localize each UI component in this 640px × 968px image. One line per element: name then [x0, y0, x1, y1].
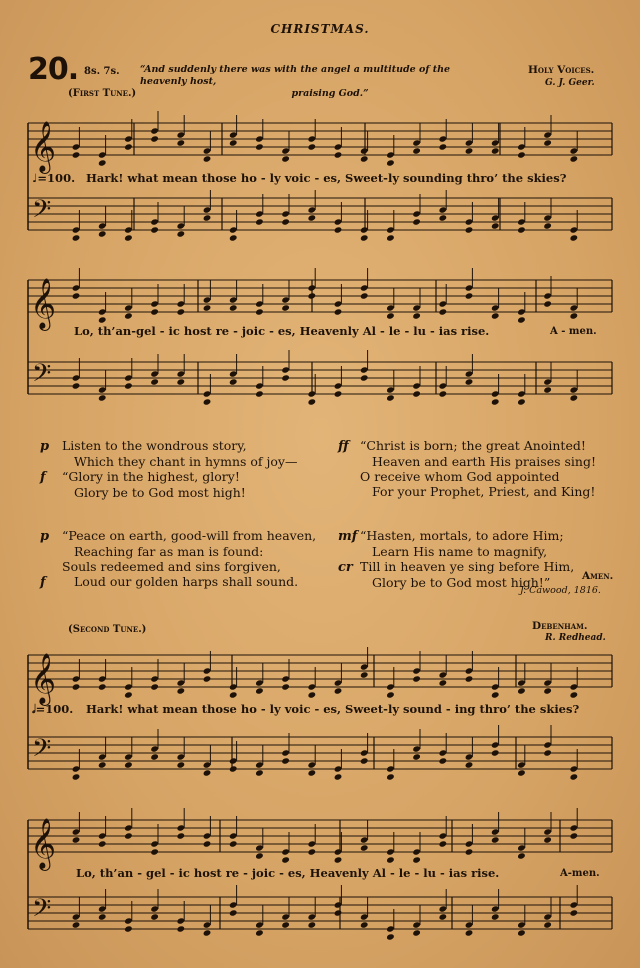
note-head: [386, 394, 395, 401]
note-head: [229, 234, 238, 241]
note-head: [98, 159, 107, 166]
note-head: [465, 378, 474, 385]
hymn-number: 20.: [28, 52, 79, 87]
note-head: [72, 836, 81, 843]
verse-block: [338, 438, 596, 499]
verse-line-text: “Hasten, mortals, to adore Him;: [360, 528, 564, 543]
note-head: [98, 394, 107, 401]
lyrics-line: Hark! what mean those ho - ly voic - es, Sweet-ly sounding thro’ the skies?: [86, 171, 567, 185]
verse-line: [338, 528, 574, 544]
note-head: [360, 921, 369, 928]
bass-clef-icon: 𝄢: [32, 894, 52, 929]
note-head: [412, 675, 421, 682]
verse-line-text: Loud our golden harps shall sound.: [74, 574, 299, 589]
treble-clef-icon: 𝄞: [30, 653, 57, 704]
amen-label: A-men.: [560, 868, 600, 879]
note-head: [334, 226, 343, 233]
hymn-author: J. Cawood, 1816.: [520, 585, 601, 596]
dynamic-mark: f: [40, 470, 46, 485]
amen-label: A - men.: [550, 326, 597, 337]
note-head: [150, 378, 159, 385]
note-head: [203, 214, 212, 221]
note-head: [308, 214, 317, 221]
note-head: [177, 139, 186, 146]
note-head: [360, 671, 369, 678]
note-head: [386, 773, 395, 780]
note-head: [360, 844, 369, 851]
hymn-meter: 8s. 7s.: [84, 66, 120, 77]
verse-block: [40, 528, 316, 590]
note-head: [177, 378, 186, 385]
note-head: [412, 929, 421, 936]
note-head: [308, 292, 317, 299]
note-head: [255, 390, 264, 397]
note-head: [465, 929, 474, 936]
dynamic-mark: ff: [338, 439, 349, 454]
note-head: [150, 135, 159, 142]
note-head: [150, 913, 159, 920]
note-head: [255, 218, 264, 225]
treble-clef-icon: 𝄞: [30, 121, 57, 172]
note-head: [229, 304, 238, 311]
note-head: [72, 683, 81, 690]
note-head: [177, 308, 186, 315]
note-head: [412, 147, 421, 154]
note-head: [360, 757, 369, 764]
verse-line: [338, 559, 574, 575]
verse-line-text: Heaven and earth His praises sing!: [372, 454, 596, 469]
verse-line: [338, 469, 596, 484]
note-head: [360, 155, 369, 162]
verse-line: [40, 438, 298, 454]
note-head: [98, 230, 107, 237]
second-tune-name: Debenham.: [532, 620, 588, 632]
note-head: [150, 753, 159, 760]
note-head: [229, 378, 238, 385]
dynamic-mark: cr: [338, 560, 353, 575]
note-head: [360, 292, 369, 299]
verse-line: [40, 559, 316, 574]
note-head: [177, 687, 186, 694]
verse-line: [40, 544, 316, 559]
note-head: [570, 773, 579, 780]
note-head: [386, 234, 395, 241]
note-head: [570, 234, 579, 241]
note-head: [229, 909, 238, 916]
note-head: [386, 312, 395, 319]
note-head: [281, 757, 290, 764]
note-head: [124, 143, 133, 150]
note-head: [203, 929, 212, 936]
note-head: [360, 374, 369, 381]
note-head: [72, 234, 81, 241]
note-head: [334, 308, 343, 315]
tempo-mark: 𝅗𝅥=100.: [32, 702, 74, 716]
note-head: [98, 840, 107, 847]
second-tune-composer: R. Redhead.: [545, 633, 606, 643]
second-tune-label: (Second Tune.): [68, 624, 147, 635]
note-head: [229, 840, 238, 847]
note-head: [517, 398, 526, 405]
note-head: [386, 691, 395, 698]
dynamic-mark: p: [40, 439, 50, 454]
note-head: [439, 913, 448, 920]
note-head: [570, 909, 579, 916]
note-head: [255, 143, 264, 150]
note-head: [465, 761, 474, 768]
note-head: [255, 929, 264, 936]
note-head: [491, 913, 500, 920]
note-head: [517, 769, 526, 776]
note-head: [412, 753, 421, 760]
note-head: [98, 316, 107, 323]
note-head: [255, 852, 264, 859]
note-head: [281, 683, 290, 690]
note-head: [412, 390, 421, 397]
treble-clef-icon: 𝄞: [30, 278, 57, 329]
note-head: [517, 151, 526, 158]
note-head: [543, 836, 552, 843]
note-head: [517, 226, 526, 233]
note-head: [543, 222, 552, 229]
note-head: [150, 226, 159, 233]
treble-clef-icon: 𝄞: [30, 818, 57, 869]
note-head: [98, 761, 107, 768]
note-head: [281, 374, 290, 381]
note-head: [177, 230, 186, 237]
note-head: [465, 848, 474, 855]
note-head: [281, 921, 290, 928]
bass-clef-icon: 𝄢: [32, 195, 52, 230]
note-head: [386, 933, 395, 940]
note-head: [491, 398, 500, 405]
note-head: [517, 687, 526, 694]
epigraph-line-1: “And suddenly there was with the angel a multitude of the heavenly host,: [140, 64, 451, 87]
note-head: [412, 312, 421, 319]
dynamic-mark: p: [40, 529, 50, 544]
verse-line: [40, 528, 316, 544]
verse-line-text: Souls redeemed and sins forgiven,: [62, 559, 281, 574]
verse-line: [40, 469, 298, 485]
note-head: [570, 691, 579, 698]
verse-line: [40, 574, 316, 590]
note-head: [543, 921, 552, 928]
verse-line-text: “Glory in the highest, glory!: [62, 469, 240, 484]
note-head: [386, 159, 395, 166]
note-head: [255, 308, 264, 315]
verse-block: [40, 438, 298, 500]
verse-line-text: “Peace on earth, good-will from heaven,: [62, 528, 317, 543]
note-head: [308, 143, 317, 150]
note-head: [308, 848, 317, 855]
note-head: [72, 773, 81, 780]
note-head: [124, 761, 133, 768]
verse-line-text: “Christ is born; the great Anointed!: [360, 438, 586, 453]
note-head: [570, 312, 579, 319]
note-head: [491, 691, 500, 698]
note-head: [543, 386, 552, 393]
note-head: [360, 234, 369, 241]
verse-block: [338, 528, 574, 590]
note-head: [308, 398, 317, 405]
note-head: [543, 139, 552, 146]
note-head: [229, 139, 238, 146]
note-head: [570, 155, 579, 162]
note-head: [334, 773, 343, 780]
note-head: [439, 757, 448, 764]
dynamic-mark: f: [40, 575, 46, 590]
note-head: [72, 382, 81, 389]
note-head: [491, 836, 500, 843]
note-head: [72, 151, 81, 158]
note-head: [517, 316, 526, 323]
note-head: [177, 832, 186, 839]
note-head: [203, 398, 212, 405]
note-head: [124, 832, 133, 839]
lyrics-line: Lo, th’an-gel - ic host re - joic - es, Heavenly Al - le - lu - ias rise.: [74, 324, 490, 338]
note-head: [334, 390, 343, 397]
note-head: [72, 921, 81, 928]
first-tune-composer: G. J. Geer.: [545, 78, 595, 88]
note-head: [439, 214, 448, 221]
note-head: [334, 909, 343, 916]
lyrics-line: Lo, th’an - gel - ic host re - joic - es, Heavenly Al - le - lu - ias rise.: [76, 866, 500, 880]
note-head: [203, 769, 212, 776]
note-head: [98, 683, 107, 690]
note-head: [255, 769, 264, 776]
note-head: [491, 222, 500, 229]
verse-line-text: Glory be to God most high!”: [372, 575, 551, 590]
note-head: [177, 761, 186, 768]
note-head: [124, 925, 133, 932]
note-head: [124, 234, 133, 241]
note-head: [439, 308, 448, 315]
verse-line: [338, 484, 596, 499]
note-head: [281, 304, 290, 311]
verse-line-text: Glory be to God most high!: [74, 485, 246, 500]
verse-line-text: Till in heaven ye sing before Him,: [360, 559, 575, 574]
verse-line: [338, 454, 596, 469]
note-head: [281, 856, 290, 863]
bass-clef-icon: 𝄢: [32, 734, 52, 769]
note-head: [543, 749, 552, 756]
note-head: [491, 147, 500, 154]
note-head: [491, 312, 500, 319]
note-head: [570, 394, 579, 401]
verse-line-text: For your Prophet, Priest, and King!: [372, 484, 596, 499]
verse-line-text: Listen to the wondrous story,: [62, 438, 247, 453]
section-title: CHRISTMAS.: [270, 22, 370, 36]
note-head: [412, 856, 421, 863]
note-head: [124, 312, 133, 319]
note-head: [334, 151, 343, 158]
note-head: [150, 308, 159, 315]
first-tune-name: Holy Voices.: [528, 64, 595, 76]
note-head: [570, 832, 579, 839]
note-head: [439, 679, 448, 686]
note-head: [334, 687, 343, 694]
note-head: [439, 390, 448, 397]
verse-line: [338, 544, 574, 559]
note-head: [124, 691, 133, 698]
verse-line: [40, 485, 298, 500]
note-head: [517, 852, 526, 859]
note-head: [229, 765, 238, 772]
verse-line-text: Reaching far as man is found:: [74, 544, 264, 559]
verse-line-text: O receive whom God appointed: [360, 469, 560, 484]
note-head: [203, 304, 212, 311]
note-head: [203, 155, 212, 162]
note-head: [203, 675, 212, 682]
note-head: [72, 292, 81, 299]
note-head: [308, 769, 317, 776]
note-head: [465, 675, 474, 682]
note-head: [281, 155, 290, 162]
note-head: [281, 218, 290, 225]
tempo-mark: ♩=100.: [32, 171, 76, 185]
bass-clef-icon: 𝄢: [32, 359, 52, 394]
epigraph-line-2: praising God.”: [291, 88, 369, 99]
lyrics-line: Hark! what mean those ho - ly voic - es, Sweet-ly sound - ing thro’ the skies?: [86, 702, 580, 716]
first-tune-label: (First Tune.): [68, 88, 137, 99]
note-head: [150, 683, 159, 690]
note-head: [465, 292, 474, 299]
note-head: [386, 856, 395, 863]
note-head: [177, 925, 186, 932]
note-head: [255, 687, 264, 694]
note-head: [465, 226, 474, 233]
note-head: [439, 143, 448, 150]
verse-line-text: Learn His name to magnify,: [372, 544, 548, 559]
verse-line: [338, 438, 596, 454]
note-head: [229, 691, 238, 698]
dynamic-mark: mf: [338, 529, 358, 544]
note-head: [150, 848, 159, 855]
note-head: [308, 691, 317, 698]
note-head: [98, 913, 107, 920]
verse-line: [40, 454, 298, 469]
note-head: [334, 856, 343, 863]
note-head: [439, 840, 448, 847]
note-head: [124, 382, 133, 389]
note-head: [543, 300, 552, 307]
note-head: [308, 921, 317, 928]
note-head: [491, 749, 500, 756]
verse-amen: Amen.: [582, 570, 614, 582]
note-head: [543, 687, 552, 694]
note-head: [465, 147, 474, 154]
note-head: [412, 218, 421, 225]
verse-line-text: Which they chant in hymns of joy—: [74, 454, 298, 469]
note-head: [517, 929, 526, 936]
note-head: [203, 840, 212, 847]
